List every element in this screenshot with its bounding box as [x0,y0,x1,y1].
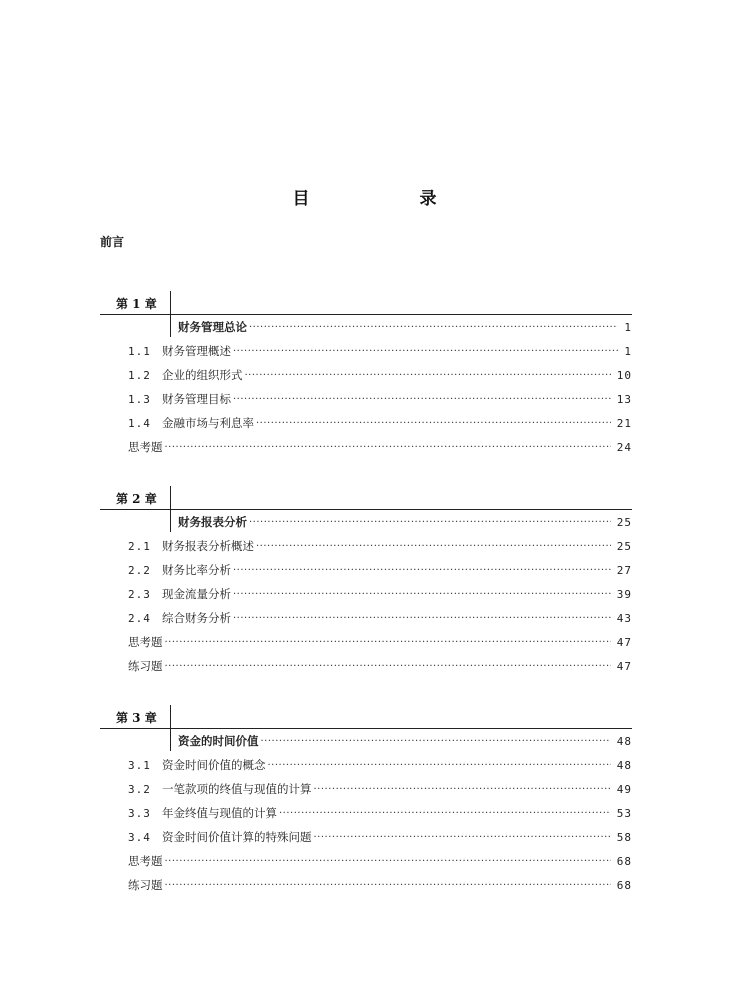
toc-exercise-entry[interactable] [100,435,632,459]
page-number: 48 [616,734,632,748]
exercise-title: 练习题 [128,878,163,892]
page-number: 39 [616,587,632,601]
toc-exercise-entry[interactable] [100,849,632,873]
toc-entry[interactable] [100,582,632,606]
toc-exercise-entry[interactable] [100,630,632,654]
page-number: 10 [616,368,632,382]
section-title: 资金时间价值的概念 [162,758,266,772]
chapter-title: 财务管理总论 [178,320,247,334]
section-number: 2.3 [128,587,151,601]
page-number: 27 [616,563,632,577]
toc-chapter-title[interactable] [100,510,632,534]
chapter-label: 第 1 章 [116,297,157,311]
dot-leader [165,442,611,453]
section-number: 2.1 [128,539,151,553]
toc-entry[interactable] [100,558,632,582]
toc-chapter-title[interactable] [100,315,632,339]
section-number: 3.1 [128,758,151,772]
chapter-header [100,705,632,729]
page-number: 1 [624,320,632,334]
chapter-3 [100,705,632,897]
page-number: 24 [616,440,632,454]
section-number: 1.3 [128,392,151,406]
dot-leader [165,661,611,672]
dot-leader [233,394,611,405]
page-number: 47 [616,659,632,673]
chapter-header [100,486,632,510]
toc-entry[interactable] [100,534,632,558]
section-title: 综合财务分析 [162,611,231,625]
dot-leader [249,322,618,333]
section-title: 财务管理概述 [162,344,231,358]
exercise-title: 思考题 [128,440,163,454]
toc-entry[interactable] [100,777,632,801]
section-number: 3.2 [128,782,151,796]
page-number: 21 [616,416,632,430]
page-number: 1 [624,344,632,358]
chapter-label: 第 3 章 [116,711,157,725]
page-number: 68 [616,854,632,868]
chapter-title: 资金的时间价值 [178,734,259,748]
dot-leader [256,418,611,429]
page-number: 25 [616,539,632,553]
exercise-title: 思考题 [128,854,163,868]
toc-chapter-title[interactable] [100,729,632,753]
dot-leader [249,517,611,528]
dot-leader [165,880,611,891]
section-number: 1.2 [128,368,151,382]
page-number: 47 [616,635,632,649]
toc-entry[interactable] [100,363,632,387]
dot-leader [279,808,611,819]
section-title: 企业的组织形式 [162,368,243,382]
chapter-label: 第 2 章 [116,492,157,506]
toc-entry[interactable] [100,753,632,777]
page-title: 目 录 [292,189,489,209]
dot-leader [233,589,611,600]
dot-leader [268,760,611,771]
toc-entry[interactable] [100,825,632,849]
page-number: 68 [616,878,632,892]
page-number: 53 [616,806,632,820]
section-title: 财务比率分析 [162,563,231,577]
section-number: 1.1 [128,344,151,358]
preface-heading[interactable]: 前言 [100,235,125,249]
toc-entry[interactable] [100,606,632,630]
exercise-title: 思考题 [128,635,163,649]
section-title: 财务管理目标 [162,392,231,406]
section-title: 现金流量分析 [162,587,231,601]
toc-entry[interactable] [100,801,632,825]
dot-leader [165,856,611,867]
dot-leader [165,637,611,648]
page-number: 13 [616,392,632,406]
page-number: 58 [616,830,632,844]
dot-leader [233,565,611,576]
section-number: 2.2 [128,563,151,577]
section-title: 财务报表分析概述 [162,539,254,553]
exercise-title: 练习题 [128,659,163,673]
toc-entry[interactable] [100,339,632,363]
chapter-1 [100,291,632,459]
chapter-title: 财务报表分析 [178,515,247,529]
dot-leader [314,784,611,795]
dot-leader [256,541,611,552]
section-number: 2.4 [128,611,151,625]
page-number: 48 [616,758,632,772]
page-number: 43 [616,611,632,625]
dot-leader [233,346,618,357]
section-number: 1.4 [128,416,151,430]
dot-leader [314,832,611,843]
page-number: 49 [616,782,632,796]
dot-leader [245,370,611,381]
section-number: 3.4 [128,830,151,844]
dot-leader [261,736,611,747]
section-number: 3.3 [128,806,151,820]
toc-entry[interactable] [100,411,632,435]
section-title: 资金时间价值计算的特殊问题 [162,830,312,844]
page-number: 25 [616,515,632,529]
toc-exercise-entry[interactable] [100,873,632,897]
chapter-2 [100,486,632,678]
section-title: 金融市场与利息率 [162,416,254,430]
chapter-header [100,291,632,315]
dot-leader [233,613,611,624]
section-title: 一笔款项的终值与现值的计算 [162,782,312,796]
toc-exercise-entry[interactable] [100,654,632,678]
section-title: 年金终值与现值的计算 [162,806,277,820]
toc-entry[interactable] [100,387,632,411]
